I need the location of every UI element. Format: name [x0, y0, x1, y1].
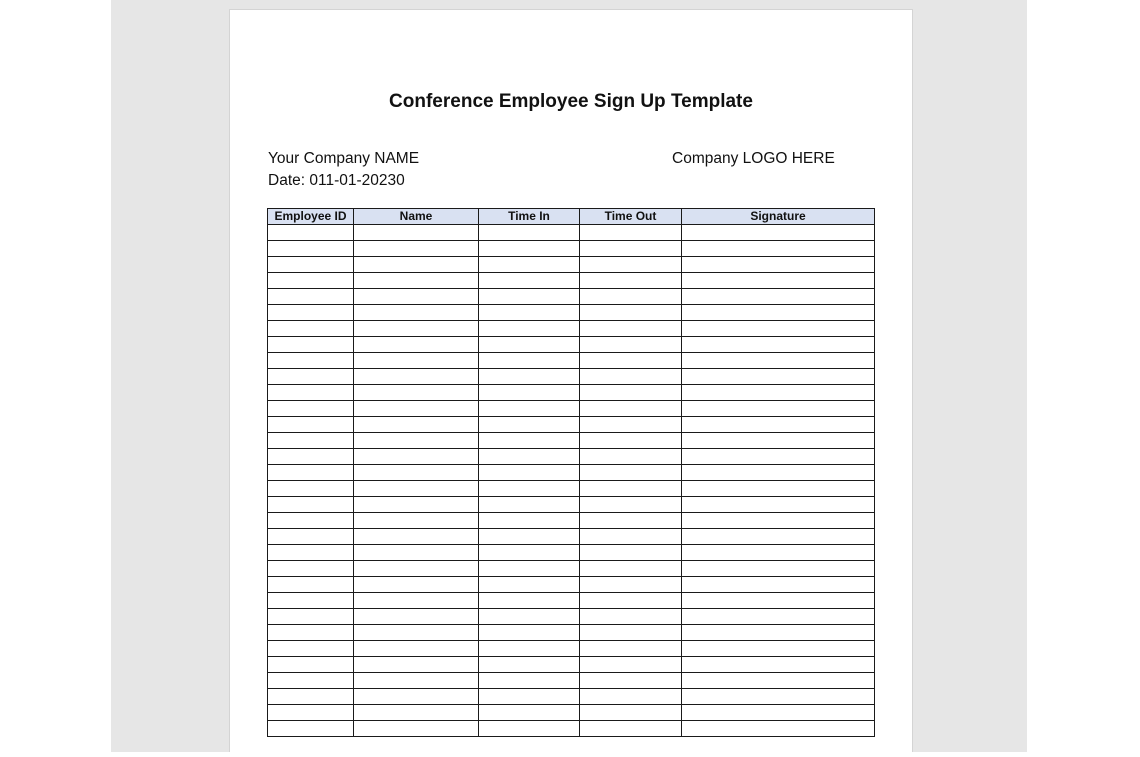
- time-in-cell[interactable]: [479, 673, 580, 689]
- time-in-cell[interactable]: [479, 577, 580, 593]
- time-out-cell[interactable]: [580, 353, 682, 369]
- employee-id-cell[interactable]: [268, 385, 354, 401]
- time-out-cell[interactable]: [580, 561, 682, 577]
- signature-cell[interactable]: [682, 273, 875, 289]
- time-in-cell[interactable]: [479, 385, 580, 401]
- time-in-cell[interactable]: [479, 321, 580, 337]
- time-in-cell[interactable]: [479, 481, 580, 497]
- signup-table: [267, 208, 875, 737]
- header-time-in: Time In: [479, 209, 580, 225]
- employee-id-cell[interactable]: [268, 593, 354, 609]
- time-out-cell[interactable]: [580, 465, 682, 481]
- name-cell[interactable]: [354, 401, 479, 417]
- employee-id-cell[interactable]: [268, 529, 354, 545]
- name-cell[interactable]: [354, 257, 479, 273]
- time-in-cell[interactable]: [479, 609, 580, 625]
- time-in-cell[interactable]: [479, 721, 580, 737]
- signature-cell[interactable]: [682, 609, 875, 625]
- employee-id-cell[interactable]: [268, 401, 354, 417]
- signature-cell[interactable]: [682, 241, 875, 257]
- signature-cell[interactable]: [682, 433, 875, 449]
- signature-cell[interactable]: [682, 529, 875, 545]
- time-in-cell[interactable]: [479, 449, 580, 465]
- employee-id-cell[interactable]: [268, 465, 354, 481]
- time-in-cell[interactable]: [479, 353, 580, 369]
- signature-cell[interactable]: [682, 561, 875, 577]
- time-in-cell[interactable]: [479, 529, 580, 545]
- table-row: [268, 497, 875, 513]
- employee-id-cell[interactable]: [268, 225, 354, 241]
- signature-cell[interactable]: [682, 641, 875, 657]
- table-row: [268, 609, 875, 625]
- table-row: [268, 513, 875, 529]
- time-out-cell[interactable]: [580, 705, 682, 721]
- time-in-cell[interactable]: [479, 545, 580, 561]
- name-cell[interactable]: [354, 369, 479, 385]
- time-out-cell[interactable]: [580, 385, 682, 401]
- time-in-cell[interactable]: [479, 225, 580, 241]
- time-out-cell[interactable]: [580, 673, 682, 689]
- name-cell[interactable]: [354, 657, 479, 673]
- signature-cell[interactable]: [682, 593, 875, 609]
- table-row: [268, 449, 875, 465]
- signature-cell[interactable]: [682, 257, 875, 273]
- time-in-cell[interactable]: [479, 705, 580, 721]
- employee-id-cell[interactable]: [268, 705, 354, 721]
- time-in-cell[interactable]: [479, 657, 580, 673]
- time-out-cell[interactable]: [580, 545, 682, 561]
- signature-cell[interactable]: [682, 513, 875, 529]
- table-row: [268, 705, 875, 721]
- time-in-cell[interactable]: [479, 641, 580, 657]
- time-out-cell[interactable]: [580, 641, 682, 657]
- name-cell[interactable]: [354, 689, 479, 705]
- signature-cell[interactable]: [682, 625, 875, 641]
- employee-id-cell[interactable]: [268, 513, 354, 529]
- employee-id-cell[interactable]: [268, 289, 354, 305]
- table-row: [268, 625, 875, 641]
- employee-id-cell[interactable]: [268, 641, 354, 657]
- employee-id-cell[interactable]: [268, 561, 354, 577]
- time-out-cell[interactable]: [580, 321, 682, 337]
- signature-cell[interactable]: [682, 385, 875, 401]
- time-out-cell[interactable]: [580, 689, 682, 705]
- signature-cell[interactable]: [682, 369, 875, 385]
- time-out-cell[interactable]: [580, 257, 682, 273]
- name-cell[interactable]: [354, 513, 479, 529]
- signature-cell[interactable]: [682, 689, 875, 705]
- signature-cell[interactable]: [682, 465, 875, 481]
- time-in-cell[interactable]: [479, 625, 580, 641]
- table-row: [268, 593, 875, 609]
- name-cell[interactable]: [354, 721, 479, 737]
- document-page: [229, 9, 913, 752]
- name-cell[interactable]: [354, 433, 479, 449]
- table-row: [268, 545, 875, 561]
- signature-cell[interactable]: [682, 321, 875, 337]
- time-out-cell[interactable]: [580, 529, 682, 545]
- employee-id-cell[interactable]: [268, 337, 354, 353]
- time-in-cell[interactable]: [479, 561, 580, 577]
- employee-id-cell[interactable]: [268, 481, 354, 497]
- signature-cell[interactable]: [682, 305, 875, 321]
- signature-cell[interactable]: [682, 225, 875, 241]
- employee-id-cell[interactable]: [268, 625, 354, 641]
- header-time-out: Time Out: [580, 209, 682, 225]
- signature-cell[interactable]: [682, 289, 875, 305]
- name-cell[interactable]: [354, 337, 479, 353]
- name-cell[interactable]: [354, 417, 479, 433]
- name-cell[interactable]: [354, 529, 479, 545]
- time-in-cell[interactable]: [479, 433, 580, 449]
- header-employee-id: Employee ID: [268, 209, 354, 225]
- employee-id-cell[interactable]: [268, 673, 354, 689]
- time-out-cell[interactable]: [580, 593, 682, 609]
- time-out-cell[interactable]: [580, 481, 682, 497]
- employee-id-cell[interactable]: [268, 449, 354, 465]
- employee-id-cell[interactable]: [268, 689, 354, 705]
- employee-id-cell[interactable]: [268, 577, 354, 593]
- name-cell[interactable]: [354, 305, 479, 321]
- time-out-cell[interactable]: [580, 625, 682, 641]
- employee-id-cell[interactable]: [268, 497, 354, 513]
- table-body: [268, 225, 875, 737]
- time-out-cell[interactable]: [580, 273, 682, 289]
- table-row: [268, 657, 875, 673]
- time-out-cell[interactable]: [580, 721, 682, 737]
- table-header-row: [268, 209, 875, 225]
- employee-id-cell[interactable]: [268, 353, 354, 369]
- header-signature: Signature: [682, 209, 875, 225]
- time-out-cell[interactable]: [580, 305, 682, 321]
- table-row: [268, 385, 875, 401]
- name-cell[interactable]: [354, 561, 479, 577]
- employee-id-cell[interactable]: [268, 241, 354, 257]
- employee-id-cell[interactable]: [268, 257, 354, 273]
- time-in-cell[interactable]: [479, 337, 580, 353]
- employee-id-cell[interactable]: [268, 369, 354, 385]
- employee-id-cell[interactable]: [268, 273, 354, 289]
- employee-id-cell[interactable]: [268, 433, 354, 449]
- table-row: [268, 721, 875, 737]
- name-cell[interactable]: [354, 353, 479, 369]
- time-in-cell[interactable]: [479, 689, 580, 705]
- name-cell[interactable]: [354, 225, 479, 241]
- name-cell[interactable]: [354, 481, 479, 497]
- document-title: Conference Employee Sign Up Template: [389, 91, 753, 112]
- signature-cell[interactable]: [682, 721, 875, 737]
- time-out-cell[interactable]: [580, 609, 682, 625]
- table-row: [268, 577, 875, 593]
- date-line: Date: 011-01-20230: [268, 172, 405, 189]
- name-cell[interactable]: [354, 289, 479, 305]
- time-out-cell[interactable]: [580, 657, 682, 673]
- table-row: [268, 641, 875, 657]
- time-out-cell[interactable]: [580, 401, 682, 417]
- time-in-cell[interactable]: [479, 241, 580, 257]
- time-out-cell[interactable]: [580, 417, 682, 433]
- signature-cell[interactable]: [682, 545, 875, 561]
- time-in-cell[interactable]: [479, 273, 580, 289]
- time-out-cell[interactable]: [580, 513, 682, 529]
- name-cell[interactable]: [354, 577, 479, 593]
- time-out-cell[interactable]: [580, 577, 682, 593]
- time-in-cell[interactable]: [479, 401, 580, 417]
- time-out-cell[interactable]: [580, 433, 682, 449]
- employee-id-cell[interactable]: [268, 657, 354, 673]
- employee-id-cell[interactable]: [268, 545, 354, 561]
- employee-id-cell[interactable]: [268, 417, 354, 433]
- name-cell[interactable]: [354, 449, 479, 465]
- table-row: [268, 465, 875, 481]
- signature-cell[interactable]: [682, 705, 875, 721]
- signature-cell[interactable]: [682, 657, 875, 673]
- table-row: [268, 353, 875, 369]
- table-row: [268, 433, 875, 449]
- table-row: [268, 321, 875, 337]
- name-cell[interactable]: [354, 465, 479, 481]
- signature-cell[interactable]: [682, 481, 875, 497]
- table-row: [268, 225, 875, 241]
- table-row: [268, 337, 875, 353]
- table-row: [268, 481, 875, 497]
- name-cell[interactable]: [354, 545, 479, 561]
- time-out-cell[interactable]: [580, 241, 682, 257]
- logo-placeholder: Company LOGO HERE: [672, 150, 835, 167]
- table-row: [268, 561, 875, 577]
- signature-cell[interactable]: [682, 417, 875, 433]
- table-row: [268, 289, 875, 305]
- signature-cell[interactable]: [682, 497, 875, 513]
- employee-id-cell[interactable]: [268, 721, 354, 737]
- table-row: [268, 369, 875, 385]
- time-out-cell[interactable]: [580, 225, 682, 241]
- table-row: [268, 673, 875, 689]
- table-row: [268, 273, 875, 289]
- time-out-cell[interactable]: [580, 497, 682, 513]
- time-in-cell[interactable]: [479, 257, 580, 273]
- signature-cell[interactable]: [682, 449, 875, 465]
- name-cell[interactable]: [354, 497, 479, 513]
- name-cell[interactable]: [354, 593, 479, 609]
- signature-cell[interactable]: [682, 353, 875, 369]
- signature-cell[interactable]: [682, 577, 875, 593]
- name-cell[interactable]: [354, 273, 479, 289]
- name-cell[interactable]: [354, 241, 479, 257]
- time-in-cell[interactable]: [479, 593, 580, 609]
- name-cell[interactable]: [354, 321, 479, 337]
- header-name: Name: [354, 209, 479, 225]
- signature-cell[interactable]: [682, 673, 875, 689]
- time-in-cell[interactable]: [479, 289, 580, 305]
- time-in-cell[interactable]: [479, 305, 580, 321]
- name-cell[interactable]: [354, 641, 479, 657]
- time-out-cell[interactable]: [580, 369, 682, 385]
- employee-id-cell[interactable]: [268, 321, 354, 337]
- company-name: Your Company NAME: [268, 150, 420, 167]
- table-row: [268, 529, 875, 545]
- name-cell[interactable]: [354, 625, 479, 641]
- employee-id-cell[interactable]: [268, 609, 354, 625]
- table-row: [268, 689, 875, 705]
- time-out-cell[interactable]: [580, 449, 682, 465]
- time-in-cell[interactable]: [479, 417, 580, 433]
- table-row: [268, 417, 875, 433]
- table-row: [268, 305, 875, 321]
- name-cell[interactable]: [354, 385, 479, 401]
- time-out-cell[interactable]: [580, 337, 682, 353]
- name-cell[interactable]: [354, 705, 479, 721]
- time-out-cell[interactable]: [580, 289, 682, 305]
- time-in-cell[interactable]: [479, 513, 580, 529]
- time-in-cell[interactable]: [479, 465, 580, 481]
- time-in-cell[interactable]: [479, 497, 580, 513]
- employee-id-cell[interactable]: [268, 305, 354, 321]
- name-cell[interactable]: [354, 673, 479, 689]
- signature-cell[interactable]: [682, 337, 875, 353]
- table-row: [268, 401, 875, 417]
- name-cell[interactable]: [354, 609, 479, 625]
- signature-cell[interactable]: [682, 401, 875, 417]
- time-in-cell[interactable]: [479, 369, 580, 385]
- table-row: [268, 257, 875, 273]
- table-row: [268, 241, 875, 257]
